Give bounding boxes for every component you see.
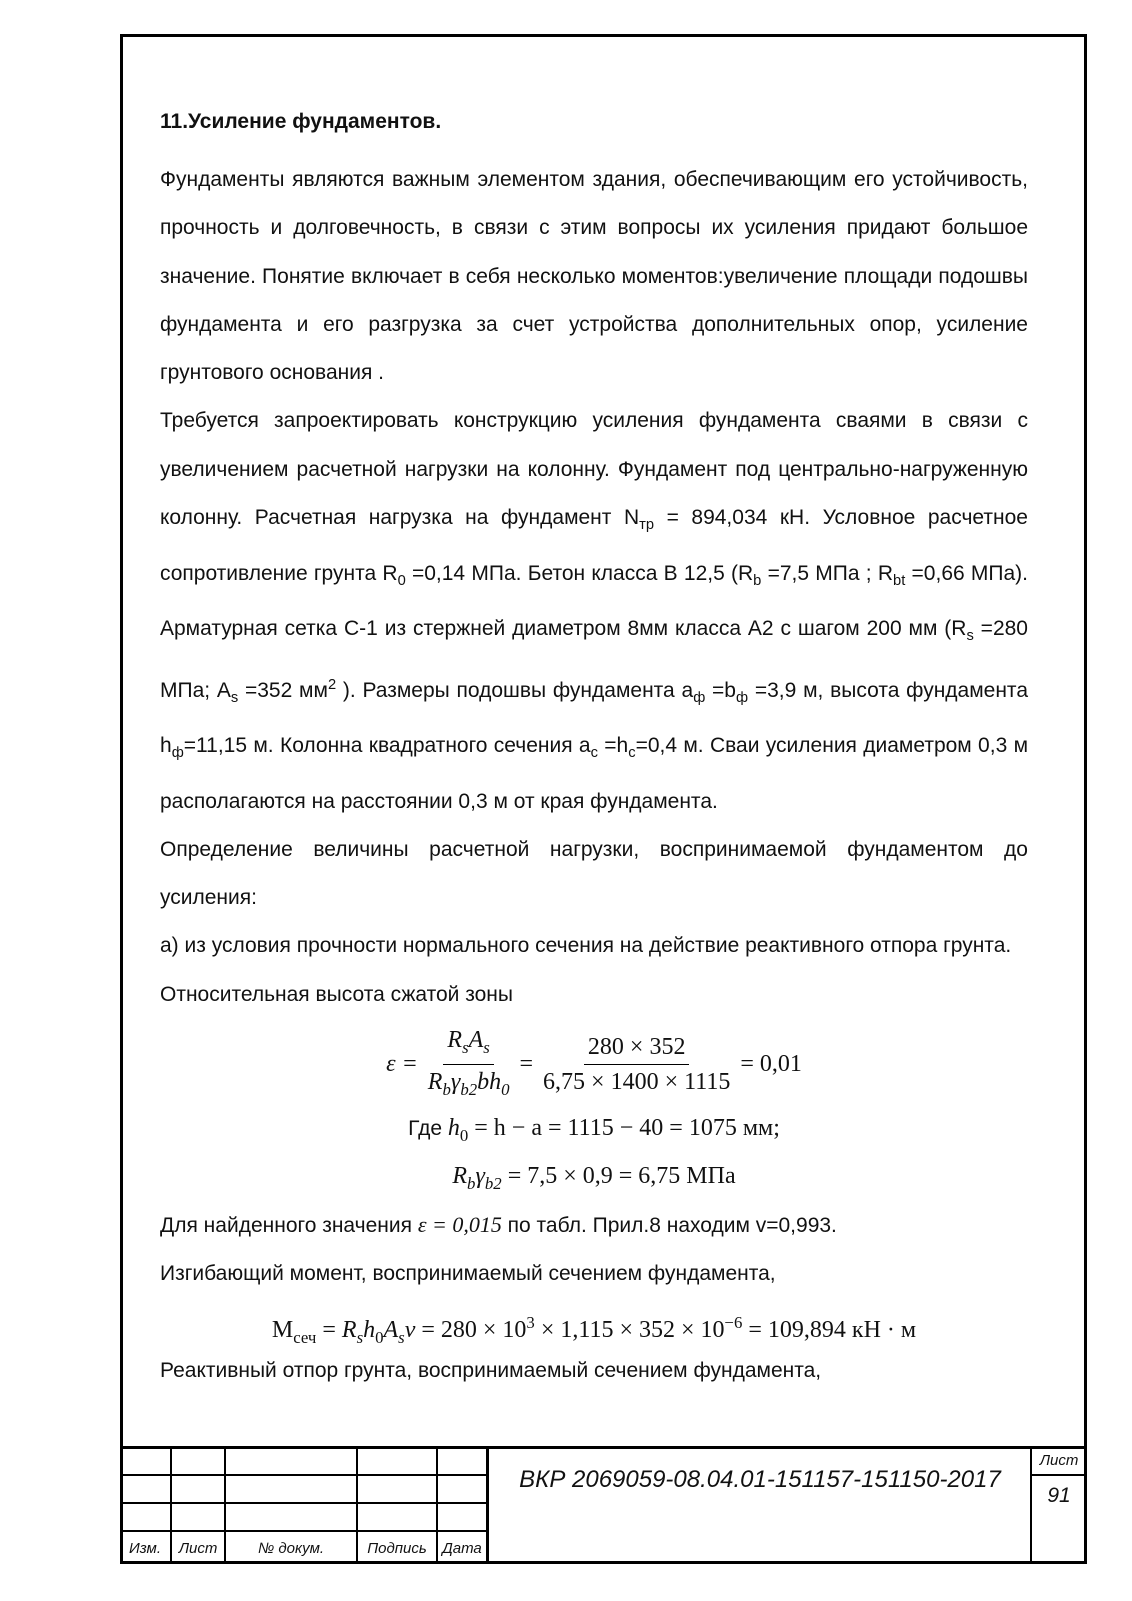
paragraph-condition-a: а) из условия прочности нормального сечения на действие реактивного отпора грунта. — [160, 934, 1012, 958]
paragraph-relative-height: Относительная высота сжатой зоны — [160, 982, 513, 1006]
stamp-date: Дата — [442, 1540, 482, 1557]
paragraph-intro: Фундаменты являются важным элементом здания, обеспечивающим его устойчивость, прочность и долговечность, в связи с этим вопросы их усиления придают большое значение. Понятие включает в себя несколько моментов:увеличение площади подошвы фундамента и его разгрузка за счет устройства дополнительных опор, усиление грунтового основания . — [160, 168, 1028, 385]
document-body — [160, 108, 1028, 1395]
section-heading: 11.Усиление фундаментов. — [160, 110, 442, 133]
sheet-label: Лист — [1039, 1452, 1079, 1469]
formula-moment: $М_{сеч} = R_sh_0A_sv = 280 \times 10^3 \times 1,115 \times 352 \times 10^{-6} = 109,894$ кН · м — [271, 1312, 917, 1347]
formula-epsilon: ε = $\frac{R_sA_s}{R_b\gamma_{b2}bh_0}$ = $\frac{280 \times 352}{6,75 \times 1400 \times 1115}$ = 0,01 — [386, 1026, 802, 1100]
sheet-number: 91 — [1047, 1484, 1071, 1507]
formula-rb: $R_b\gamma_{b2} = 7,5 \times 0,9 = 6,75$ МПа — [452, 1162, 736, 1193]
paragraph-definition: Определение величины расчетной нагрузки, воспринимаемой фундаментом до усиления: — [160, 837, 1028, 910]
paragraph-reactive-resistance: Реактивный отпор грунта, воспринимаемый сечением фундамента, — [160, 1358, 822, 1382]
document-code: ВКР 2069059-08.04.01-151157-151150-2017 — [519, 1466, 1001, 1493]
stamp-signature: Подпись — [367, 1540, 427, 1557]
paragraph-found-value: Для найденного значения ε = 0,015 по табл. Прил.8 находим v=0,993. — [160, 1211, 837, 1237]
stamp-izm: Изм. — [129, 1540, 161, 1557]
paragraph-task: Требуется запроектировать конструкцию усиления фундамента сваями в связи с увеличением расчетной нагрузки на колонну. Фундамент под центрально-нагруженную колонну. Расчетная нагрузка на фундамент $N_{тр} = 894,034$ кН. Условное расчетное сопротивление грунта $R_0 =0,14$ МПа. Бетон класса В 12,5 ($R_b =7,5$ МПа ; $R_{bt} =0,66$ МПа). Арматурная сетка С-1 из стержней диаметром 8мм класса А2 с шагом 200 мм ($R_s =280$ МПа; $A_s =352$ $мм^2$ ). Размеры подошвы фундамента $a_ф =b_ф =3,9$ м, высота фундамента $h_ф=11,15$ м. Колонна квадратного сечения $a_c =h_c=0,4$ м. Сваи усиления диаметром 0,3 м располагаются на расстоянии 0,3 м от края фундамента. — [160, 409, 1029, 813]
stamp-docnum: № докум. — [257, 1540, 325, 1557]
stamp-list: Лист — [178, 1540, 218, 1557]
formula-h0: Где $h_0 = h - a = 1115 - 40 = 1075$ мм; — [408, 1114, 780, 1145]
title-block-stamp — [120, 1446, 1087, 1564]
paragraph-bending-moment: Изгибающий момент, воспринимаемый сечением фундамента, — [160, 1262, 776, 1286]
